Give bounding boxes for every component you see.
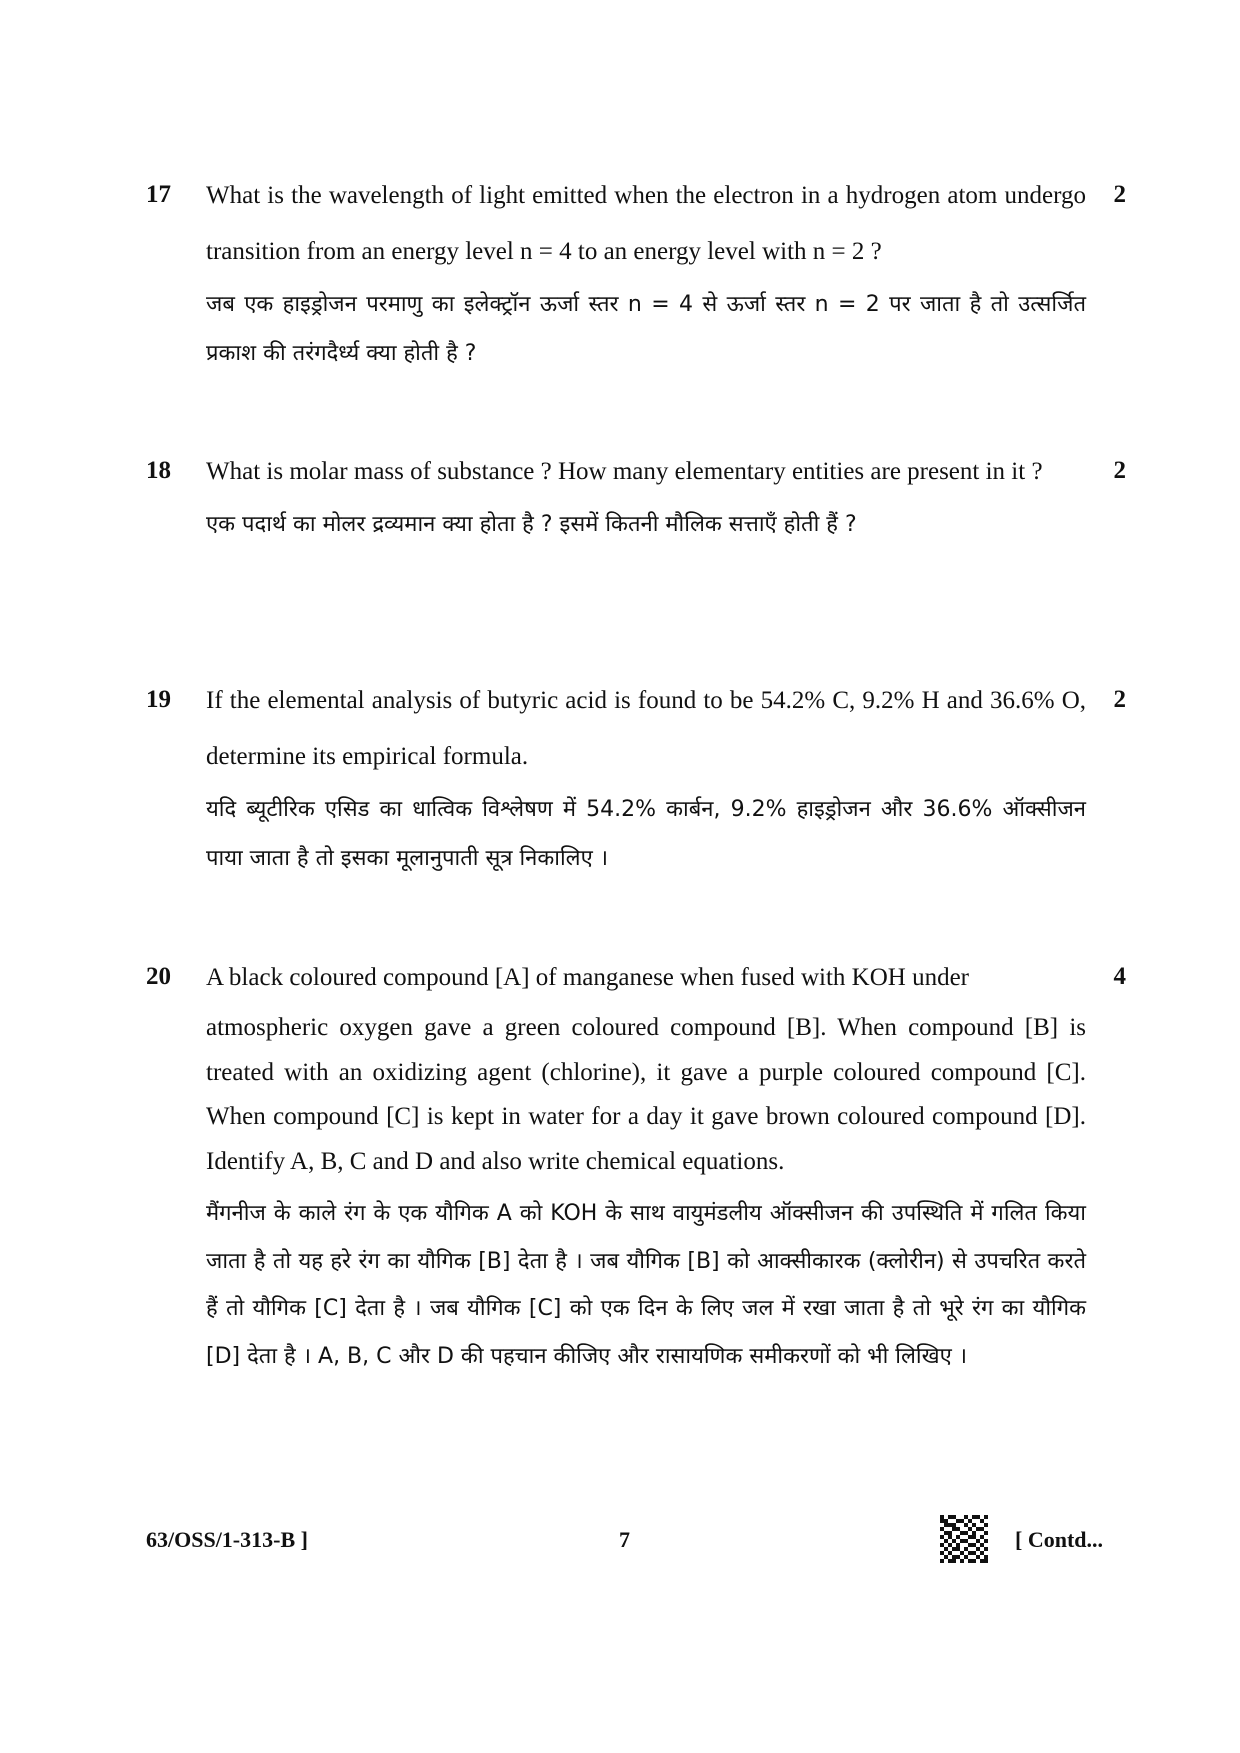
- qr-code-icon: [940, 1515, 988, 1563]
- question-text-english: If the elemental analysis of butyric acid is found to be 54.2% C, 9.2% H and 36.6% O, determine its empirical formula.: [206, 687, 1086, 770]
- page-number: 7: [619, 1527, 630, 1552]
- question-marks: 2: [1113, 181, 1126, 208]
- question-marks: 2: [1113, 457, 1126, 484]
- question-body: [206, 673, 1086, 883]
- question-marks: 4: [1113, 963, 1126, 990]
- question-text-english: What is molar mass of substance ? How many elementary entities are present in it ?: [206, 458, 1043, 485]
- question-text-english-first-line: A black coloured compound [A] of manganese when fused with KOH under: [206, 964, 969, 991]
- question-number: 17: [146, 181, 171, 208]
- question-18: [146, 456, 1126, 606]
- question-body: [206, 444, 1086, 549]
- question-17: [146, 180, 1126, 380]
- question-19: [146, 685, 1126, 885]
- question-text-english: What is the wavelength of light emitted when the electron in a hydrogen atom undergo transition from an energy level n = 4 to an energy level with n = 2 ?: [206, 182, 1086, 265]
- question-marks: 2: [1113, 686, 1126, 713]
- question-number: 19: [146, 686, 171, 713]
- question-number: 20: [146, 963, 171, 990]
- question-text-hindi: मैंगनीज के काले रंग के एक यौगिक A को KOH के साथ वायुमंडलीय ऑक्सीजन की उपस्थिति में गलित किया जाता है तो यह हरे रंग का यौगिक [B] देता है । जब यौगिक [B] को आक्सीकारक (क्लोरीन) से उपचरित करते हैं तो यौगिक [C] देता है । जब यौगिक [C] को एक दिन के लिए जल में रखा जाता है तो भूरे रंग का यौगिक [D] देता है । A, B, C और D की पहचान कीजिए और रासायणिक समीकरणों को भी लिखिए ।: [206, 1201, 1086, 1369]
- question-text-hindi: यदि ब्यूटीरिक एसिड का धात्विक विश्लेषण में 54.2% कार्बन, 9.2% हाइड्रोजन और 36.6% ऑक्सीजन पाया जाता है तो इसका मूलानुपाती सूत्र निकालिए ।: [206, 797, 1086, 871]
- continued-label: [ Contd...: [1015, 1527, 1104, 1552]
- question-text-hindi: जब एक हाइड्रोजन परमाणु का इलेक्ट्रॉन ऊर्जा स्तर n = 4 से ऊर्जा स्तर n = 2 पर जाता है तो उत्सर्जित प्रकाश की तरंगदैर्ध्य क्या होती है ?: [206, 292, 1086, 366]
- question-text-english: atmospheric oxygen gave a green coloured compound [B]. When compound [B] is treated with an oxidizing agent (chlorine), it gave a purple coloured compound [C]. When compound [C] is kept in water for a day it gave brown coloured compound [D]. Identify A, B, C and D and also write chemical equations.: [206, 1014, 1086, 1175]
- question-body: [206, 950, 1086, 1380]
- question-body: [206, 168, 1086, 378]
- question-text-hindi: एक पदार्थ का मोलर द्रव्यमान क्या होता है ? इसमें कितनी मौलिक सत्ताएँ होती हैं ?: [206, 512, 857, 537]
- question-20: [146, 962, 1126, 1482]
- question-number: 18: [146, 457, 171, 484]
- paper-code: 63/OSS/1-313-B ]: [146, 1527, 308, 1552]
